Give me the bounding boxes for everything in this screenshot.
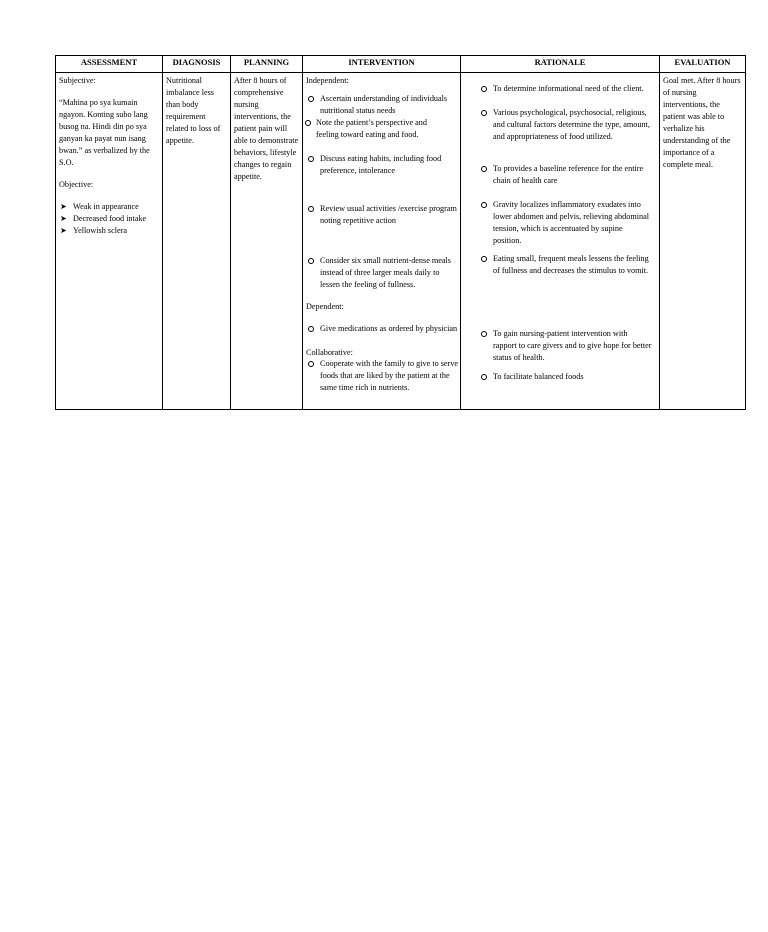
header-intervention: INTERVENTION [303, 56, 461, 73]
planning-cell [231, 73, 303, 410]
list-item: ➤ Yellowish sclera [60, 226, 127, 235]
list-item: Discuss eating habits, including food preference, intolerance [306, 153, 458, 177]
circle-bullet-icon [308, 96, 314, 102]
nursing-care-plan-table [55, 55, 746, 410]
subjective-quote: “Mahina po sya kumain ngayon. Konting subo lang busog na. Hindi din po sya ganyan ka payat nun isang bwan.” [59, 98, 148, 155]
list-item: To gain nursing-patient intervention with rapport to care givers and to give hope for better status of health. [479, 328, 653, 364]
evaluation-cell [660, 73, 746, 410]
subjective-label: Subjective: [59, 76, 96, 85]
list-item: Ascertain understanding of individuals nutritional status needs [306, 93, 458, 117]
circle-bullet-icon [481, 86, 487, 92]
list-item: Eating small, frequent meals lessens the feeling of fullness and decreases the stimulus to vomit. [479, 253, 653, 277]
header-evaluation: EVALUATION [660, 56, 746, 73]
list-item: ➤ Decreased food intake [60, 214, 147, 223]
diagnosis-cell [163, 73, 231, 410]
list-item: Cooperate with the family to give to serve foods that are liked by the patient at the same time rich in nutrients. [306, 358, 458, 394]
subjective-source: as verbalized by the S.O. [59, 146, 150, 167]
circle-bullet-icon [481, 374, 487, 380]
list-item: Note the patient’s perspective and [306, 117, 458, 129]
intervention-content [306, 75, 458, 407]
header-rationale: RATIONALE [461, 56, 660, 73]
circle-bullet-icon [481, 256, 487, 262]
list-item: Consider six small nutrient-dense meals instead of three larger meals daily to lessen the feeling of fullness. [306, 255, 458, 291]
rationale-cell [461, 73, 660, 410]
table-row [56, 73, 746, 410]
circle-bullet-icon [481, 202, 487, 208]
assessment-cell [56, 73, 163, 410]
collaborative-label: Collaborative: [306, 348, 353, 357]
circle-bullet-icon [481, 331, 487, 337]
objective-label: Objective: [59, 180, 94, 189]
list-item: Give medications as ordered by physician [306, 323, 458, 335]
arrow-bullet-icon: ➤ [60, 226, 67, 235]
header-assessment: ASSESSMENT [56, 56, 163, 73]
list-item: To determine informational need of the client. [479, 83, 653, 95]
list-item: To facilitate balanced foods [479, 371, 653, 383]
intervention-cell [303, 73, 461, 410]
list-item: feeling toward eating and food. [316, 130, 419, 139]
circle-bullet-icon [305, 120, 311, 126]
list-item: To provides a baseline reference for the entire chain of health care [479, 163, 653, 187]
circle-bullet-icon [481, 166, 487, 172]
circle-bullet-icon [308, 156, 314, 162]
rationale-content [479, 75, 657, 407]
list-item: Gravity localizes inflammatory exudates into lower abdomen and pelvis, relieving abdominal tension, which is accentuated by supine position. [479, 199, 653, 247]
header-diagnosis: DIAGNOSIS [163, 56, 231, 73]
list-item: ➤ Weak in appearance [60, 202, 139, 211]
objective-list [59, 201, 160, 237]
circle-bullet-icon [308, 206, 314, 212]
arrow-bullet-icon: ➤ [60, 214, 67, 223]
subjective-statement [59, 97, 160, 169]
diagnosis-text: Nutritional imbalance less than body requirement related to loss of appetite. [166, 76, 221, 145]
header-planning: PLANNING [231, 56, 303, 73]
dependent-label: Dependent: [306, 302, 344, 311]
list-item: Various psychological, psychosocial, religious, and cultural factors determine the type, amount, and appropriateness of food utilized. [479, 107, 653, 143]
evaluation-text: Goal met. After 8 hours of nursing interventions, the patient was able to verbalize his understanding of the importance of a complete meal. [663, 76, 741, 169]
arrow-bullet-icon: ➤ [60, 202, 67, 211]
circle-bullet-icon [308, 326, 314, 332]
planning-text: After 8 hours of comprehensive nursing interventions, the patient pain will able to demonstrate behaviors, lifestyle changes to regain appetite. [234, 76, 299, 181]
circle-bullet-icon [308, 361, 314, 367]
list-item: Review usual activities /exercise program noting repetitive action [306, 203, 458, 227]
independent-label: Independent: [306, 76, 349, 85]
circle-bullet-icon [481, 110, 487, 116]
circle-bullet-icon [308, 258, 314, 264]
header-row [56, 56, 746, 73]
